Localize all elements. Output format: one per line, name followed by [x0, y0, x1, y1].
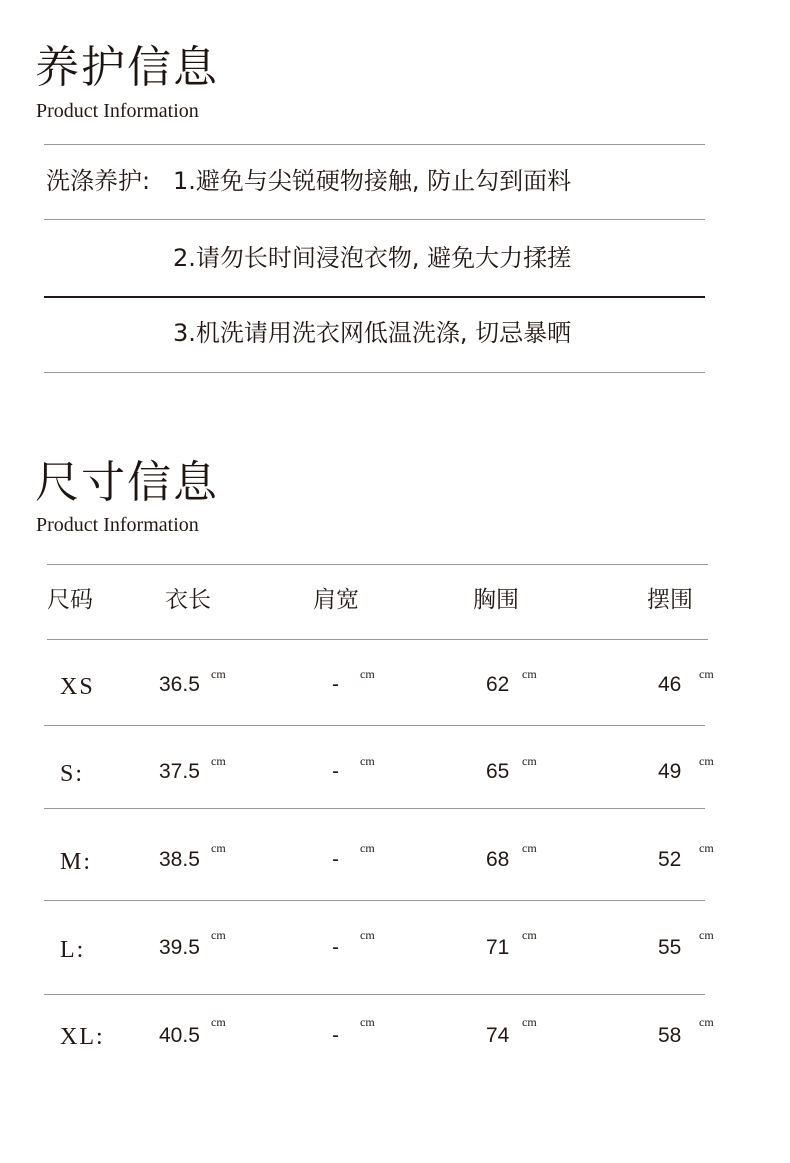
unit-label: cm [522, 1015, 537, 1029]
cell-chest: 74 [486, 1024, 510, 1047]
header-shoulder: 肩宽 [313, 587, 359, 613]
cell-hem: 55 [658, 936, 682, 959]
size-section-subtitle: Product Information [36, 514, 199, 536]
unit-label: cm [360, 841, 375, 855]
size-row-divider [44, 994, 705, 995]
care-item-3: 3.机洗请用洗衣网低温洗涤, 切忌暴晒 [173, 319, 572, 347]
size-label-m: M: [60, 849, 93, 875]
cell-shoulder: - [332, 760, 339, 783]
cell-hem: 52 [658, 848, 682, 871]
cell-shoulder: - [332, 936, 339, 959]
unit-label: cm [211, 1015, 226, 1029]
header-hem: 摆围 [647, 587, 693, 613]
unit-label: cm [699, 841, 714, 855]
size-table-divider-header [47, 639, 708, 640]
unit-label: cm [360, 928, 375, 942]
care-item-2: 2.请勿长时间浸泡衣物, 避免大力揉搓 [173, 244, 572, 272]
care-divider-1 [44, 219, 705, 220]
care-divider-top [44, 144, 705, 145]
unit-label: cm [211, 841, 226, 855]
unit-label: cm [211, 754, 226, 768]
size-section-title: 尺寸信息 [35, 457, 219, 508]
cell-shoulder: - [332, 673, 339, 696]
unit-label: cm [360, 1015, 375, 1029]
cell-chest: 65 [486, 760, 510, 783]
care-section-subtitle: Product Information [36, 100, 199, 122]
unit-label: cm [699, 928, 714, 942]
cell-length: 39.5 [159, 936, 200, 959]
care-divider-2 [44, 296, 705, 298]
size-label-xl: XL: [60, 1024, 105, 1050]
unit-label: cm [211, 667, 226, 681]
header-size: 尺码 [47, 587, 93, 613]
size-label-s: S: [60, 761, 85, 787]
unit-label: cm [522, 754, 537, 768]
unit-label: cm [522, 667, 537, 681]
cell-length: 37.5 [159, 760, 200, 783]
cell-hem: 49 [658, 760, 682, 783]
unit-label: cm [360, 754, 375, 768]
size-label-l: L: [60, 937, 86, 963]
cell-shoulder: - [332, 848, 339, 871]
cell-chest: 62 [486, 673, 510, 696]
size-label-xs: XS [60, 674, 95, 700]
cell-length: 36.5 [159, 673, 200, 696]
size-row-divider [44, 900, 705, 901]
cell-shoulder: - [332, 1024, 339, 1047]
unit-label: cm [211, 928, 226, 942]
cell-chest: 68 [486, 848, 510, 871]
cell-chest: 71 [486, 936, 510, 959]
unit-label: cm [360, 667, 375, 681]
unit-label: cm [522, 841, 537, 855]
size-row-divider [44, 725, 705, 726]
cell-hem: 46 [658, 673, 682, 696]
header-chest: 胸围 [473, 587, 519, 613]
unit-label: cm [522, 928, 537, 942]
unit-label: cm [699, 754, 714, 768]
size-table-divider-top [47, 564, 708, 565]
unit-label: cm [699, 1015, 714, 1029]
cell-length: 38.5 [159, 848, 200, 871]
cell-length: 40.5 [159, 1024, 200, 1047]
care-section-title: 养护信息 [35, 42, 219, 93]
care-item-1: 1.避免与尖锐硬物接触, 防止勾到面料 [173, 167, 572, 195]
header-length: 衣长 [165, 587, 211, 613]
care-label: 洗涤养护: [46, 167, 151, 195]
size-row-divider [44, 808, 705, 809]
unit-label: cm [699, 667, 714, 681]
care-divider-bottom [44, 372, 705, 373]
cell-hem: 58 [658, 1024, 682, 1047]
